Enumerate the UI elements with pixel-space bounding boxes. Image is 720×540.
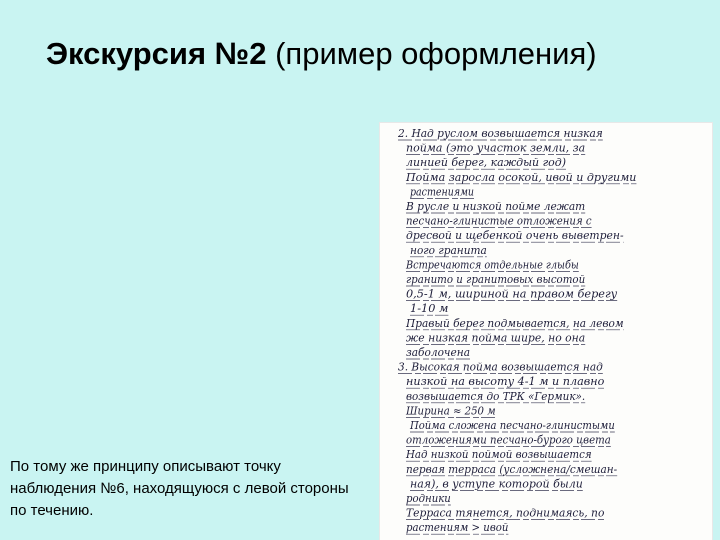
handwritten-line: Пойма заросла осокой, ивой и другими bbox=[404, 170, 637, 184]
slide-title-rest: (пример оформления) bbox=[266, 36, 597, 71]
slide-title bbox=[46, 36, 706, 72]
handwritten-line: песчано-глинистые отложения с bbox=[406, 214, 592, 228]
handwritten-line: 1-10 м bbox=[410, 302, 449, 316]
handwritten-line: 0,5-1 м, шириной на правом берегу bbox=[406, 287, 618, 301]
handwritten-line: же низкая пойма шире, но она bbox=[406, 331, 586, 345]
handwritten-line: Встречаются отдельные глыбы bbox=[405, 258, 579, 272]
handwritten-line: заболочена bbox=[406, 346, 470, 359]
handwritten-line: Ширина ≈ 250 м bbox=[405, 404, 496, 418]
handwritten-line: Над низкой поймой возвышается bbox=[405, 448, 592, 462]
handwritten-line: ного гранита bbox=[410, 243, 487, 257]
handwritten-line: дресвой и щебенкой очень выветрен- bbox=[406, 229, 624, 243]
handwritten-notes-svg bbox=[380, 123, 712, 540]
slide-title-bold: Экскурсия №2 bbox=[46, 36, 267, 71]
handwritten-line: Правый берег подмывается, на левом bbox=[405, 316, 624, 330]
slide-caption: По тому же принципу описывают точку наблюдения №6, находящуюся с левой стороны по течению. bbox=[10, 458, 349, 519]
handwritten-line: 2. Над руслом возвышается низкая bbox=[397, 127, 603, 140]
handwritten-notes-image bbox=[380, 123, 712, 540]
handwritten-line: первая терраса (усложнена/смешан- bbox=[406, 462, 618, 476]
handwritten-line: линией берег, каждый год) bbox=[406, 156, 566, 170]
handwritten-line: 3. Высокая пойма возвышается над bbox=[398, 360, 603, 374]
handwritten-line: растениям > ивой bbox=[406, 521, 509, 535]
handwritten-line: В русле и низкой пойме лежат bbox=[405, 200, 586, 213]
handwritten-line: родники bbox=[406, 492, 451, 505]
handwritten-line: отложениями песчано-бурого цвета bbox=[406, 433, 611, 447]
handwritten-line: возвышается до ТРК «Гермик». bbox=[406, 389, 586, 403]
handwritten-line: гранито и гранитовых высотой bbox=[406, 273, 586, 286]
handwritten-line: Пойма сложена песчано-глинистыми bbox=[409, 419, 615, 432]
handwritten-line: растениями bbox=[410, 185, 474, 199]
handwritten-line: ная), в уступе которой были bbox=[410, 477, 583, 491]
handwritten-line: пойма (это участок земли, за bbox=[406, 141, 586, 155]
handwritten-line: Терраса тянется, поднимаясь, по bbox=[406, 506, 605, 520]
handwritten-line: низкой на высоту 4-1 м и плавно bbox=[406, 375, 605, 389]
